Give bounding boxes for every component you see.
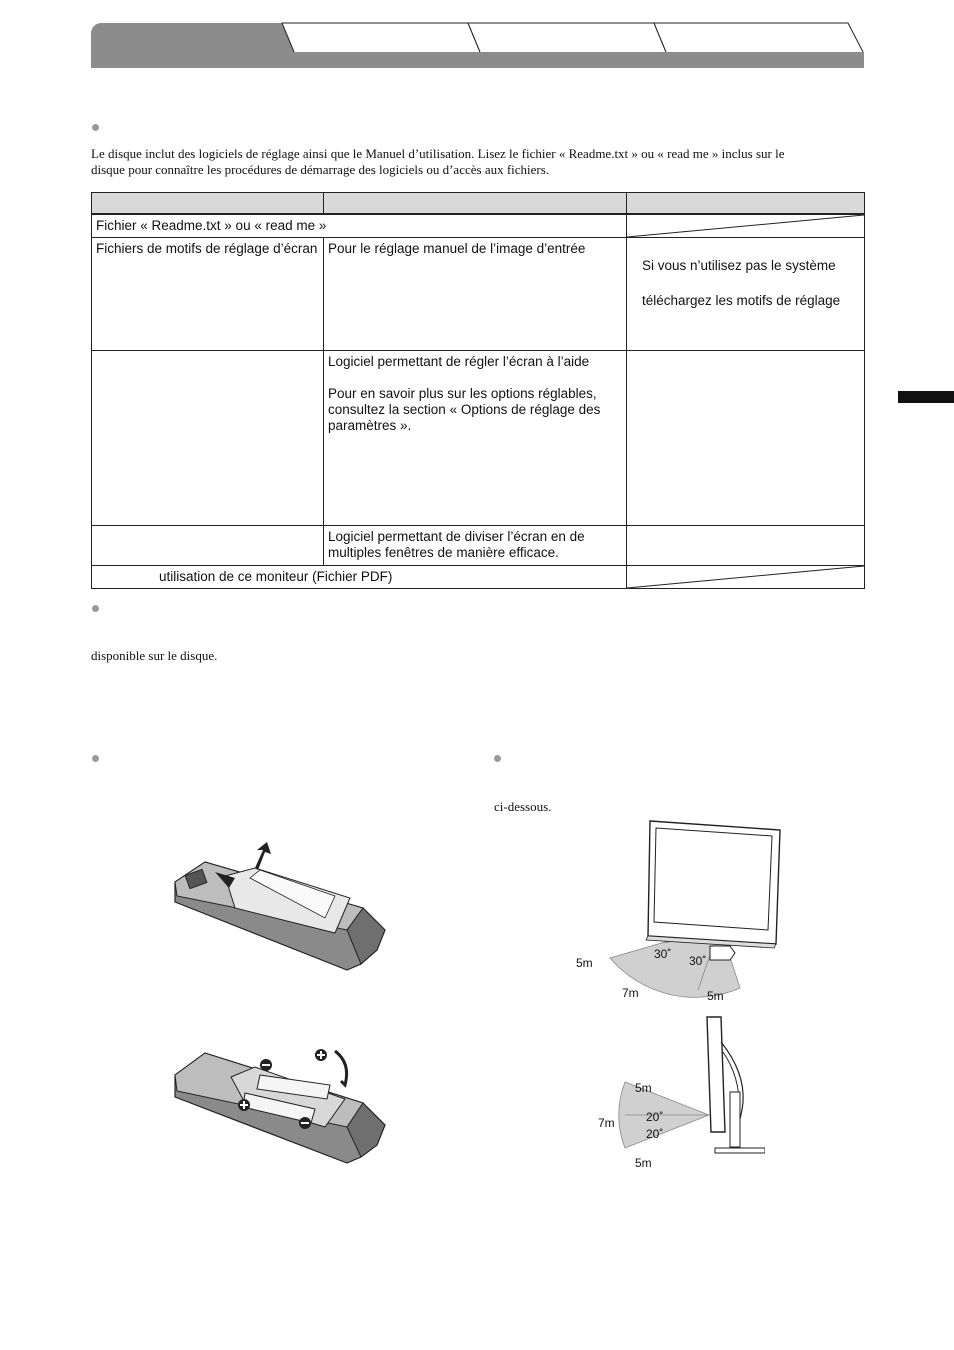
diagram-label: 7m: [598, 1116, 615, 1130]
table-cell: Pour le réglage manuel de l’image d’entrée: [324, 238, 627, 351]
table-header-cell: [627, 193, 865, 215]
section-bullet-icon: [92, 605, 99, 612]
table-cell: [92, 526, 324, 566]
remote-open-cover-illustration: [165, 838, 390, 978]
language-marker: [898, 391, 954, 403]
diagram-label: 5m: [635, 1081, 652, 1095]
table-cell: [627, 238, 865, 351]
diagram-label: 20˚: [646, 1110, 664, 1124]
diagram-label: 7m: [622, 986, 639, 1000]
remote-batteries-illustration: [165, 1045, 390, 1175]
tab-2[interactable]: [294, 23, 478, 52]
diagram-label: 5m: [576, 956, 593, 970]
table-cell-line: téléchargez les motifs de réglage: [642, 293, 841, 308]
section-bullet-icon: [92, 755, 99, 762]
table-cell: [627, 526, 865, 566]
disc-contents-table: [91, 192, 865, 589]
tab-4[interactable]: [666, 23, 856, 52]
table-cell-empty: [627, 566, 865, 589]
table-cell: [324, 351, 627, 526]
monitor-front-range-diagram: [570, 818, 785, 1003]
table-cell: Logiciel permettant de diviser l’écran en de multiples fenêtres de manière efficace.: [324, 526, 627, 566]
diagram-label: 5m: [635, 1156, 652, 1170]
diagram-label: 20˚: [646, 1127, 664, 1141]
section3-right-text: ci-dessous.: [494, 799, 552, 814]
section-bullet-icon: [92, 124, 99, 131]
table-cell: [92, 351, 324, 526]
table-header-cell: [92, 193, 324, 215]
section-bullet-icon: [494, 755, 501, 762]
table-cell-empty: [627, 214, 865, 238]
intro-line-1: Le disque inclut des logiciels de réglage ainsi que le Manuel d’utilisation. Lisez le fichier « Readme.txt » ou « read me » inclus sur le: [91, 146, 785, 161]
table-cell: [627, 351, 865, 526]
table-row: [92, 566, 865, 589]
section2-text: disponible sur le disque.: [91, 648, 218, 663]
table-row: [92, 351, 865, 526]
table-cell-line: Logiciel permettant de régler l’écran à l’aide: [328, 354, 590, 369]
intro-line-2: disque pour connaître les procédures de démarrage des logiciels ou d’accès aux fichiers.: [91, 162, 550, 177]
table-cell: Fichier « Readme.txt » ou « read me »: [92, 214, 627, 238]
table-row: [92, 214, 865, 238]
table-cell: utilisation de ce moniteur (Fichier PDF): [92, 566, 627, 589]
table-cell-line: Si vous n’utilisez pas le système: [642, 258, 836, 273]
table-header-row: [92, 193, 865, 215]
table-cell-line: Pour en savoir plus sur les options réglables, consultez la section « Options de réglage des paramètres ».: [328, 386, 601, 433]
diagram-label: 30˚: [654, 947, 672, 961]
table-cell: Fichiers de motifs de réglage d’écran: [92, 238, 324, 351]
diagram-label: 30˚: [689, 954, 707, 968]
table-row: [92, 238, 865, 351]
diagram-label: 5m: [707, 989, 724, 1003]
table-row: [92, 526, 865, 566]
intro-paragraph: [91, 146, 871, 178]
tab-3[interactable]: [480, 23, 664, 52]
tab-1[interactable]: [92, 23, 288, 52]
table-header-cell: [324, 193, 627, 215]
